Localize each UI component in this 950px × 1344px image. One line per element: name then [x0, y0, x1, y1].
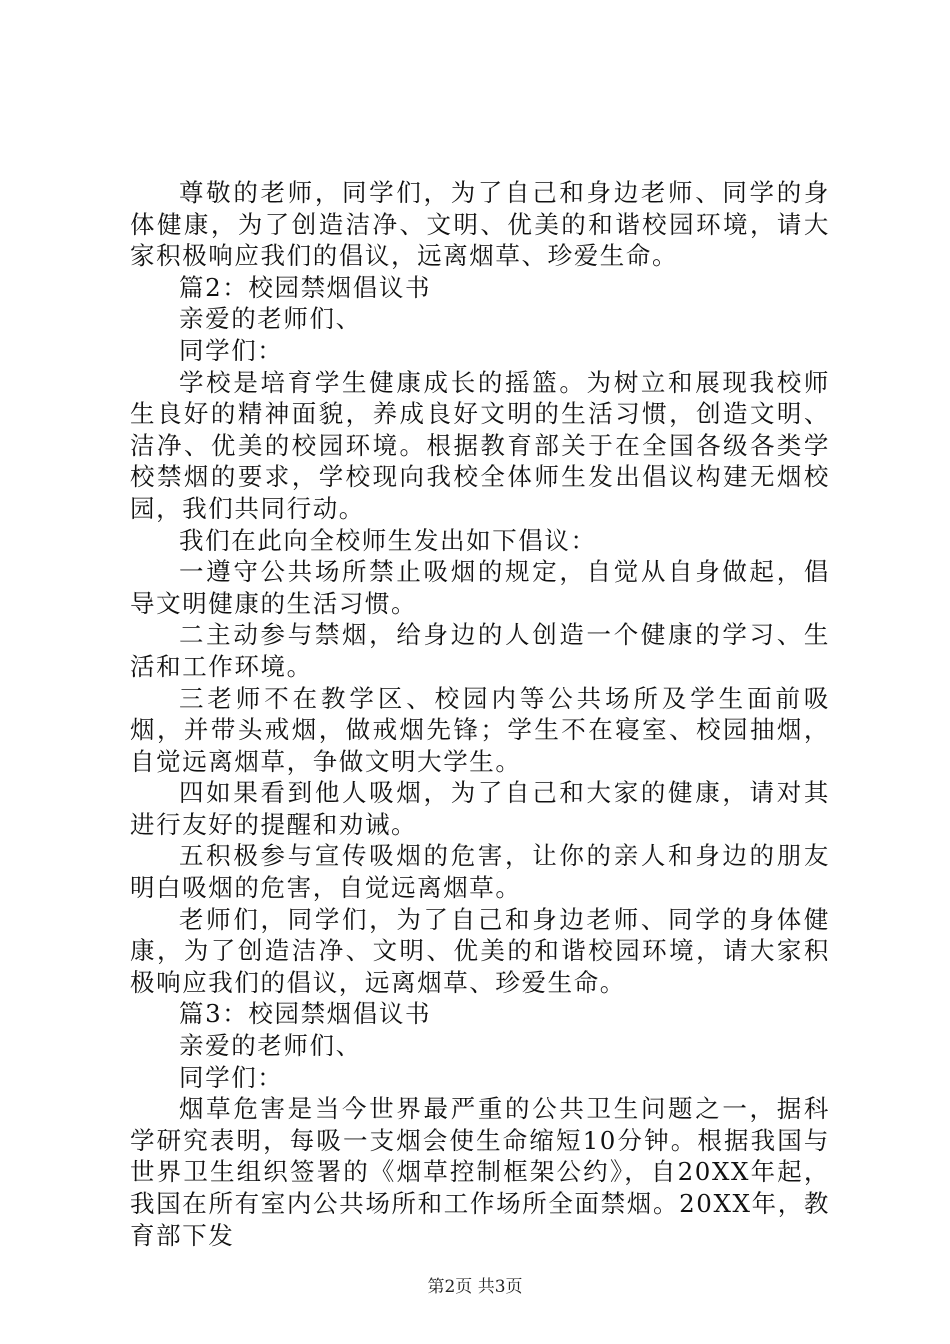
- proposal-item-3: 三老师不在教学区、校园内等公共场所及学生面前吸烟，并带头戒烟，做戒烟先锋；学生不在寝室、校园抽烟，自觉远离烟草，争做文明大学生。: [130, 683, 830, 776]
- proposal-item-4: 四如果看到他人吸烟，为了自己和大家的健康，请对其进行友好的提醒和劝诫。: [130, 778, 830, 839]
- document-body: [130, 177, 830, 1251]
- paragraph-proposal-lead: 我们在此向全校师生发出如下倡议：: [179, 525, 597, 555]
- paragraph-closing-2: 老师们，同学们，为了自己和身边老师、同学的身体健康，为了创造洁净、文明、优美的和谐校园环境，请大家积极响应我们的倡议，远离烟草、珍爱生命。: [130, 904, 830, 997]
- salutation-students-2: 同学们：: [179, 1062, 284, 1092]
- paragraph-closing-1: 尊敬的老师，同学们，为了自己和身边老师、同学的身体健康，为了创造洁净、文明、优美的和谐校园环境，请大家积极响应我们的倡议，远离烟草、珍爱生命。: [130, 178, 830, 271]
- heading-part-3: 篇3：校园禁烟倡议书: [179, 999, 432, 1029]
- page-footer: 第2页 共3页: [427, 1277, 523, 1297]
- paragraph-intro: 学校是培育学生健康成长的摇篮。为树立和展现我校师生良好的精神面貌，养成良好文明的生活习惯，创造文明、洁净、优美的校园环境。根据教育部关于在全国各级各类学校禁烟的要求，学校现向我校全体师生发出倡议构建无烟校园，我们共同行动。: [130, 367, 830, 523]
- proposal-item-2: 二主动参与禁烟，给身边的人创造一个健康的学习、生活和工作环境。: [130, 620, 830, 681]
- proposal-item-5: 五积极参与宣传吸烟的危害，让你的亲人和身边的朋友明白吸烟的危害，自觉远离烟草。: [130, 841, 830, 903]
- salutation-students: 同学们：: [179, 335, 284, 365]
- salutation-teachers: 亲爱的老师们、: [179, 304, 362, 334]
- salutation-teachers-2: 亲爱的老师们、: [179, 1031, 362, 1061]
- heading-part-2: 篇2：校园禁烟倡议书: [179, 272, 432, 302]
- proposal-item-1: 一遵守公共场所禁止吸烟的规定，自觉从自身做起，倡导文明健康的生活习惯。: [130, 557, 830, 618]
- paragraph-tobacco-harm: 烟草危害是当今世界最严重的公共卫生问题之一，据科学研究表明，每吸一支烟会使生命缩短10分钟。根据我国与世界卫生组织签署的《烟草控制框架公约》，自20XX年起，我国在所有室内公共场所和工作场所全面禁烟。20XX年，教育部下发: [130, 1094, 830, 1250]
